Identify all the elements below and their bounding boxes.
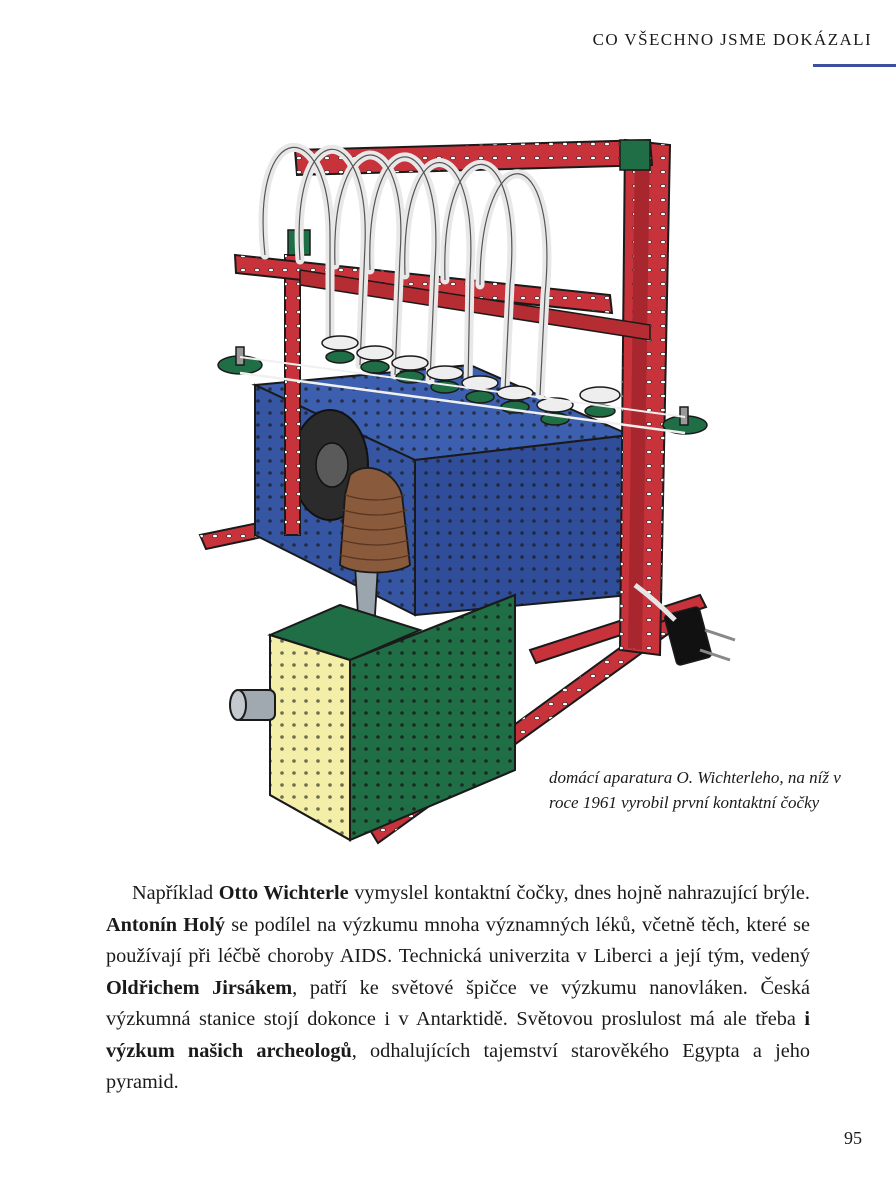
text-segment: vymyslel kontaktní čočky, dnes hojně nahrazující brýle. bbox=[348, 882, 810, 904]
figure-caption: domácí aparatura O. Wichterleho, na níž v roce 1961 vyrobil první kontaktní čočky bbox=[549, 768, 841, 812]
bold-name-otto-wichterle: Otto Wichterle bbox=[218, 882, 349, 904]
page-number: 95 bbox=[844, 1128, 862, 1148]
bold-name-antonin-holy: Antonín Holý bbox=[106, 913, 225, 936]
motor-box bbox=[230, 595, 515, 840]
text-segment: , odhalujících tajemství starověkého Egypta a jeho pyramid. bbox=[106, 1039, 810, 1093]
bold-phrase-archeology: i výzkum našich archeologů bbox=[106, 1008, 810, 1062]
body-text bbox=[106, 878, 810, 1099]
bold-name-oldrich-jirsak: Oldřichem Jirsákem bbox=[106, 976, 293, 999]
wichterle-apparatus-illustration bbox=[180, 95, 740, 845]
running-head: CO VŠECHNO JSME DOKÁZALI bbox=[592, 30, 872, 49]
text-segment: Například bbox=[132, 882, 219, 904]
header-rule bbox=[813, 64, 896, 67]
text-segment: se podílel na výzkumu mnoha významných léků, včetně těch, které se používají při léčbě choroby AIDS. Technická univerzita v Liberci a její tým, vedený bbox=[106, 913, 810, 967]
body-paragraph bbox=[106, 878, 810, 1099]
text-segment: , patří ke světové špičce ve výzkumu nanovláken. Česká výzkumná stanice stojí dokonce i v Antarktidě. Světovou proslulost má ale třeba bbox=[106, 976, 811, 1030]
